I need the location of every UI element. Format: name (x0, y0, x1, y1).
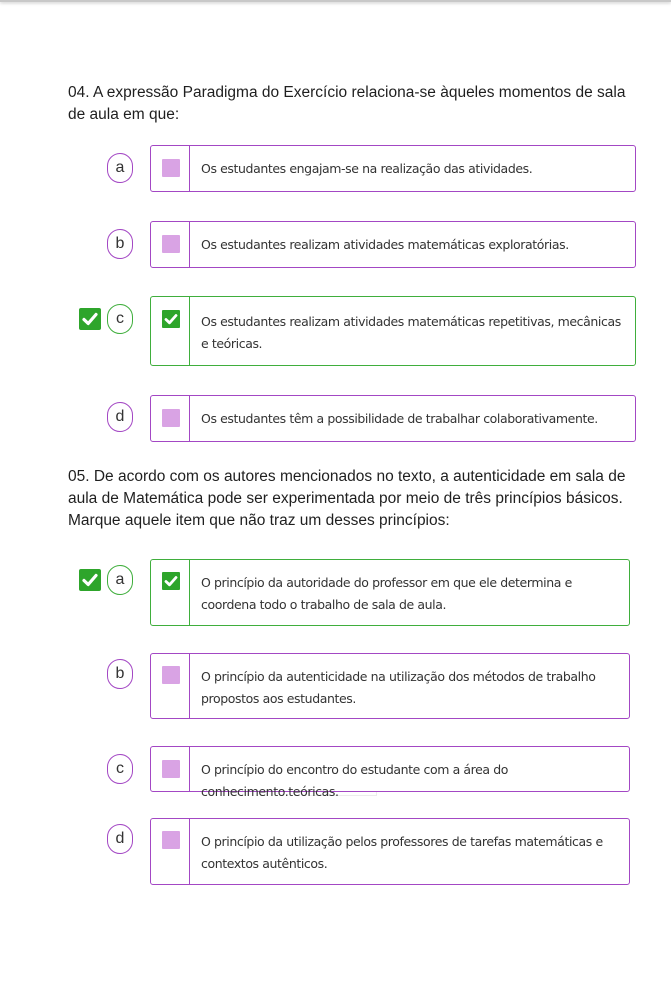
divider (189, 819, 190, 884)
question-04-title: 04. A expressão Paradigma do Exercício relaciona-se àqueles momentos de sala de aula em que: (68, 84, 626, 123)
option-letter: a (107, 565, 133, 595)
checkbox-icon[interactable] (162, 159, 180, 177)
checkbox-icon[interactable] (162, 666, 180, 684)
divider (189, 654, 190, 718)
checkbox-icon[interactable] (162, 409, 180, 427)
option-text: O princípio da autoridade do professor em que ele determina e coordena todo o trabalho de sala de aula. (201, 575, 572, 612)
option-letter: d (107, 824, 133, 854)
answer-box[interactable] (150, 145, 636, 192)
option-letter: a (107, 153, 133, 183)
answer-box[interactable] (150, 221, 636, 268)
top-bar (0, 0, 671, 2)
question-05-title: 05. De acordo com os autores mencionados no texto, a autenticidade em sala de aula de Matemática pode ser experimentada por meio de três princípios básicos. Marque aquele item que não traz um desses princípios: (68, 468, 626, 529)
answer-box[interactable] (150, 559, 630, 626)
option-text: O princípio do encontro do estudante com a área do conhecimento.teóricas. (201, 762, 509, 799)
checkbox-icon[interactable] (162, 235, 180, 253)
option-letter: c (107, 754, 133, 784)
option-letter: c (107, 304, 133, 334)
checkbox-icon[interactable] (162, 831, 180, 849)
divider (189, 146, 190, 191)
option-letter: d (107, 402, 133, 432)
check-mark-icon (79, 308, 101, 330)
divider (189, 396, 190, 441)
option-text: Os estudantes realizam atividades matemáticas exploratórias. (201, 237, 569, 252)
answer-box[interactable] (150, 395, 636, 442)
divider (189, 747, 190, 791)
divider (189, 297, 190, 365)
checkbox-icon[interactable] (162, 760, 180, 778)
option-text: O princípio da utilização pelos professores de tarefas matemáticas e contextos autênticos. (201, 834, 603, 871)
answer-box[interactable] (150, 653, 630, 719)
option-text: Os estudantes realizam atividades matemáticas repetitivas, mecânicas e teóricas. (201, 314, 621, 351)
answer-box[interactable] (150, 296, 636, 366)
option-text: O princípio da autenticidade na utilização dos métodos de trabalho propostos aos estudantes. (201, 669, 596, 706)
option-text: Os estudantes engajam-se na realização das atividades. (201, 161, 533, 176)
option-letter: b (107, 659, 133, 689)
checkbox-icon[interactable] (162, 310, 180, 328)
answer-box[interactable] (150, 746, 630, 799)
divider (189, 560, 190, 625)
option-letter: b (107, 229, 133, 259)
checkbox-icon[interactable] (162, 572, 180, 590)
divider (189, 222, 190, 267)
check-mark-icon (79, 569, 101, 591)
option-text: Os estudantes têm a possibilidade de trabalhar colaborativamente. (201, 411, 598, 426)
answer-box[interactable] (150, 818, 630, 885)
